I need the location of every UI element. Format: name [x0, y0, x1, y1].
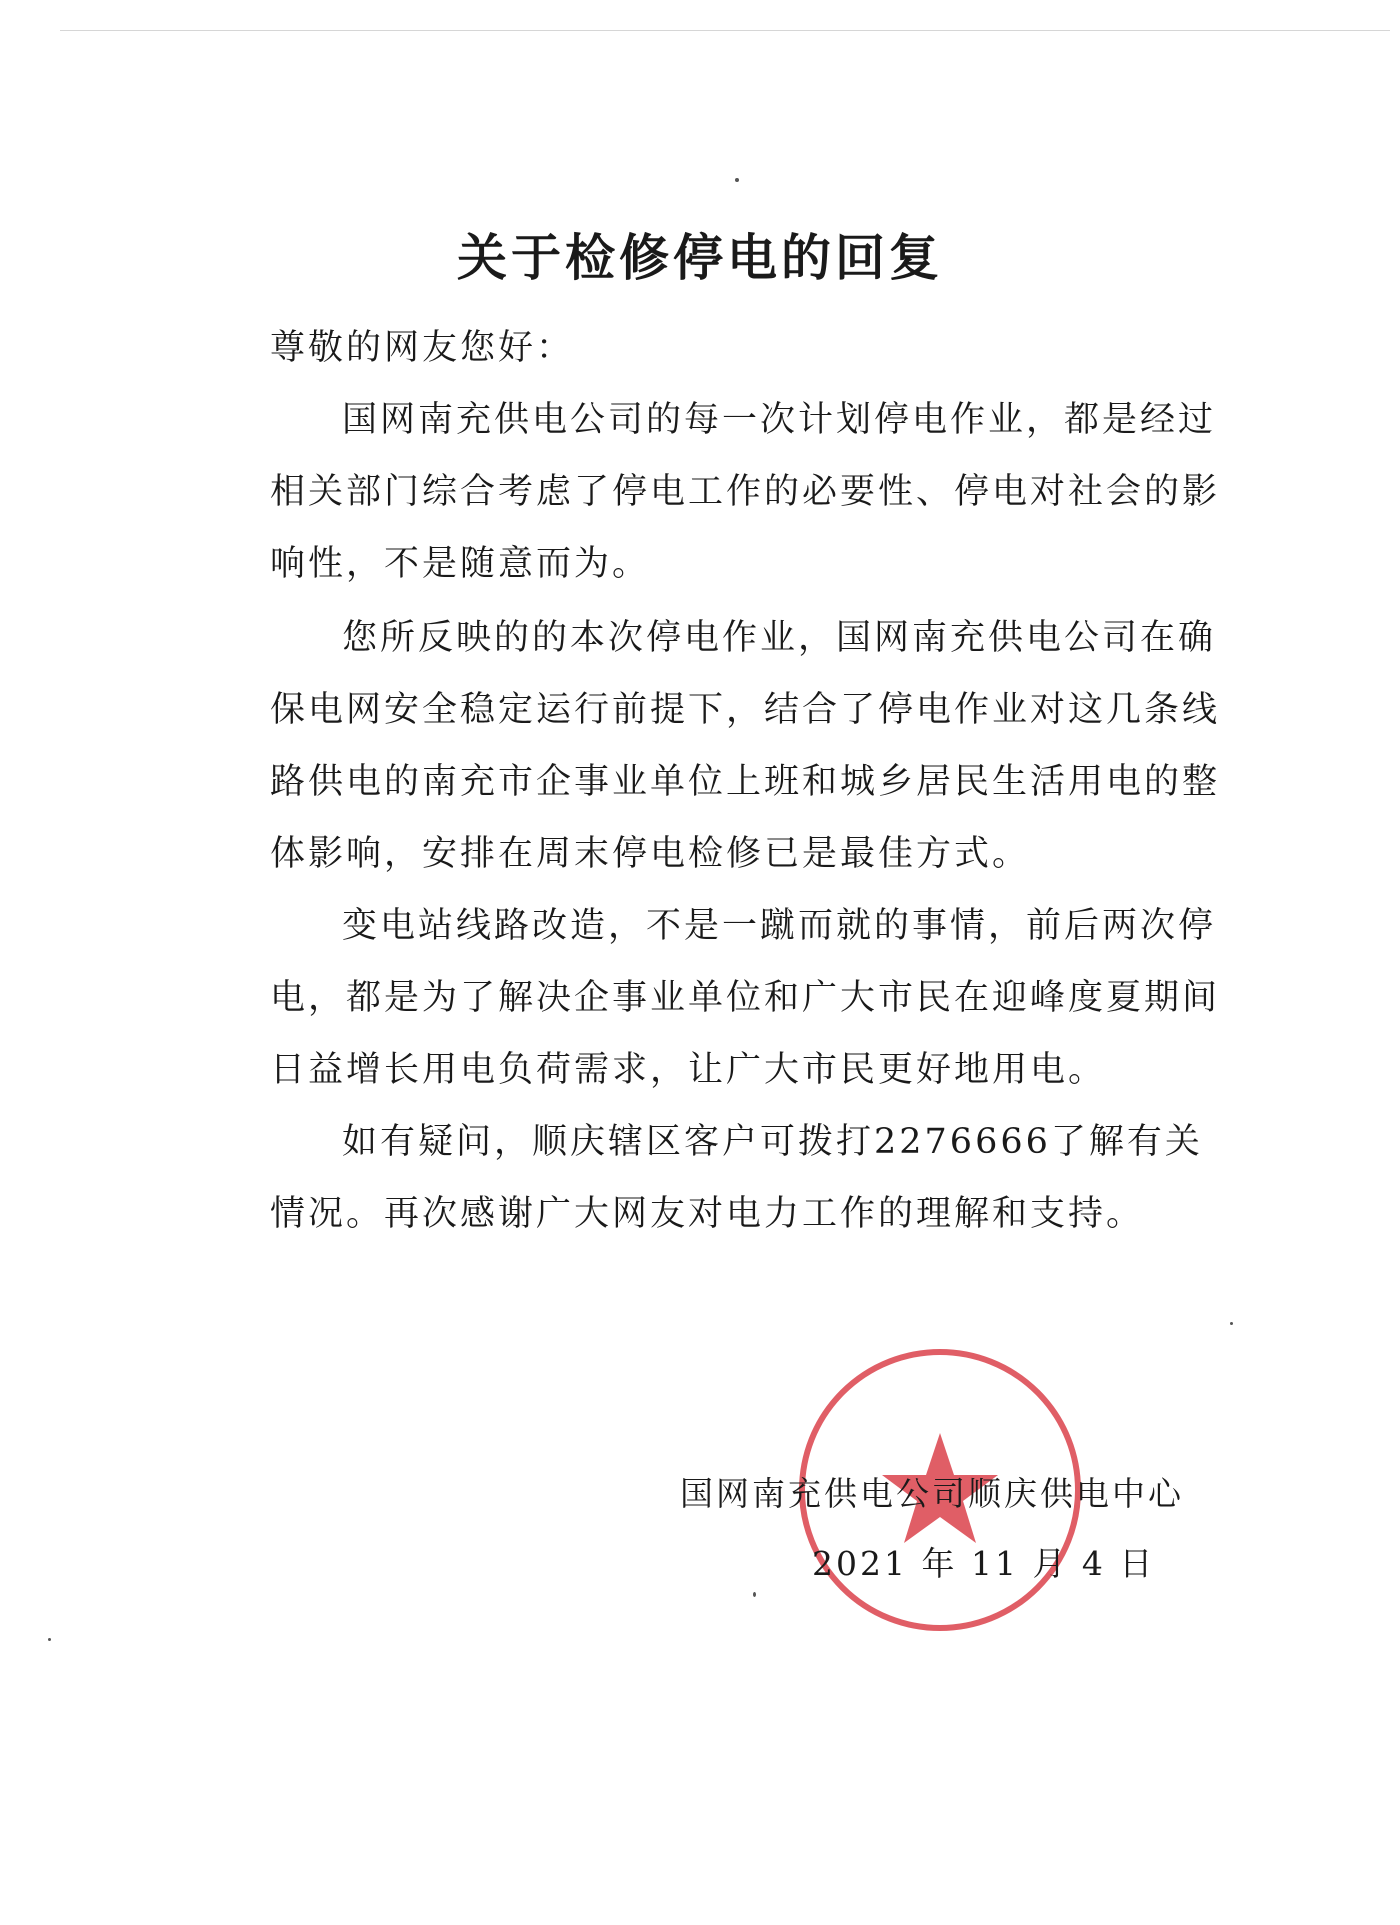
paragraph-1: 国网南充供电公司的每一次计划停电作业，都是经过相关部门综合考虑了停电工作的必要性、停电对社会的影响性，不是随意而为。 — [270, 400, 1221, 584]
scan-speck — [48, 1638, 51, 1641]
paragraph-3: 变电站线路改造，不是一蹴而就的事情，前后两次停电，都是为了解决企事业单位和广大市民在迎峰度夏期间日益增长用电负荷需求，让广大市民更好地用电。 — [270, 906, 1221, 1090]
scan-speck — [735, 178, 739, 182]
signature-organization: 国网南充供电公司顺庆供电中心 — [680, 1474, 1184, 1513]
document-title: 关于检修停电的回复 — [457, 228, 943, 287]
signature-date: 2021 年 11 月 4 日 — [812, 1544, 1156, 1583]
scan-speck — [753, 1592, 756, 1597]
greeting: 尊敬的网友您好： — [270, 328, 575, 368]
paragraph-2: 您所反映的的本次停电作业，国网南充供电公司在确保电网安全稳定运行前提下，结合了停电作业对这几条线路供电的南充市企事业单位上班和城乡居民生活用电的整体影响，安排在周末停电检修已是最佳方式。 — [270, 618, 1221, 874]
paragraph-4: 如有疑问，顺庆辖区客户可拨打2276666了解有关情况。再次感谢广大网友对电力工作的理解和支持。 — [270, 1122, 1203, 1234]
scan-speck — [1230, 1322, 1233, 1325]
scan-edge-line — [60, 30, 1390, 31]
